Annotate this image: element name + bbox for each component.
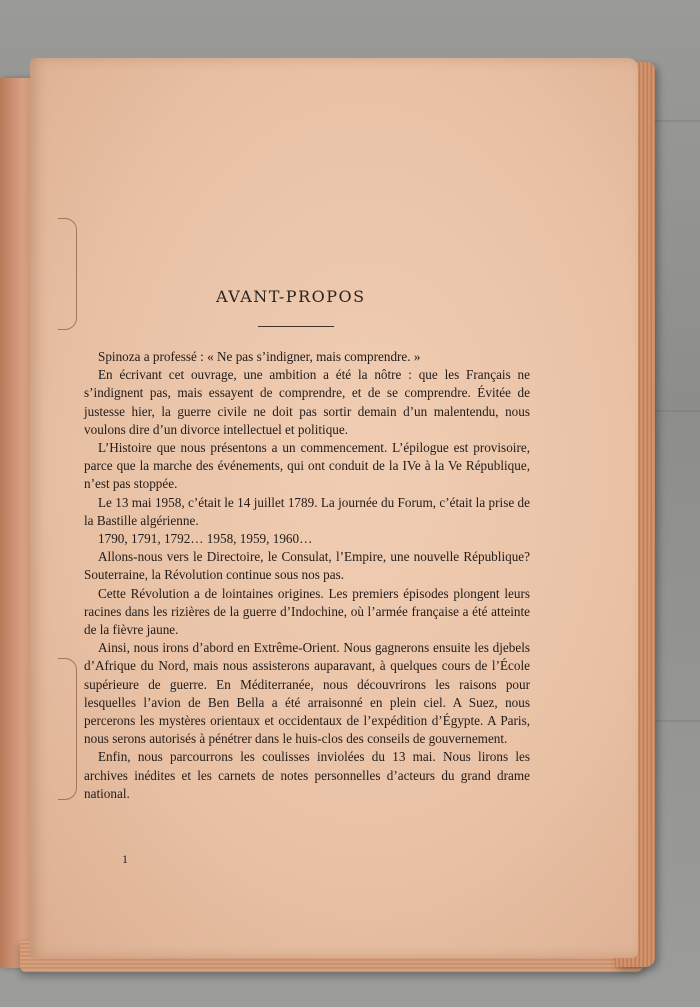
- paragraph: Allons-nous vers le Directoire, le Consulat, l’Empire, une nouvelle République? Souterraine, la Révolution continue sous nos pas.: [84, 549, 530, 583]
- paragraph: Cette Révolution a de lointaines origines. Les premiers épisodes plongent leurs racines dans les rizières de la guerre d’Indochine, où l’armée française a été atteinte de la fièvre jaune.: [84, 585, 530, 638]
- heading-rule: [258, 326, 334, 327]
- paragraph: Le 13 mai 1958, c’était le 14 juillet 1789. La journée du Forum, c’était la prise de la Bastille algérienne.: [84, 494, 530, 528]
- paragraph: Ainsi, nous irons d’abord en Extrême-Orient. Nous gagnerons ensuite les djebels d’Afrique du Nord, mais nous assisterons auparavant, à quelques cours de l’École supérieure de guerre. En Méditerranée, nous découvrirons les raisons pour lesquelles l’avion de Ben Bella a été arraisonné en plein ciel. A Suez, nous percerons les mystères orientaux et occidentaux de l’expédition d’Égypte. A Paris, nous serons autorisés à pénétrer dans le huis-clos des conseils de gouvernement.: [84, 640, 530, 747]
- binding-thread: [58, 218, 77, 330]
- paragraph: Enfin, nous parcourrons les coulisses inviolées du 13 mai. Nous lirons les archives inédites et les carnets de notes personnelles d’acteurs du grand drame national.: [84, 749, 530, 801]
- paragraph: L’Histoire que nous présentons a un commencement. L’épilogue est provisoire, parce que la marche des événements, qui ont conduit de la IVe à la Ve République, n’est pas stoppée.: [84, 440, 530, 492]
- binding-thread: [58, 658, 77, 800]
- page-body: [84, 348, 530, 803]
- paragraph: 1790, 1791, 1792… 1958, 1959, 1960…: [98, 531, 313, 547]
- paragraph: En écrivant cet ouvrage, une ambition a été la nôtre : que les Français ne s’indignent pas, mais essayent de comprendre, et de se comprendre. Évitée de justesse hier, la guerre civile ne doit pas sortir demain d’un malentendu, nous voulons dire d’un divorce intellectuel et politique.: [84, 367, 530, 437]
- page-heading: AVANT-PROPOS: [216, 287, 366, 306]
- paragraph: Spinoza a professé : « Ne pas s’indigner, mais comprendre. »: [98, 349, 421, 364]
- page-number: 1: [122, 852, 128, 866]
